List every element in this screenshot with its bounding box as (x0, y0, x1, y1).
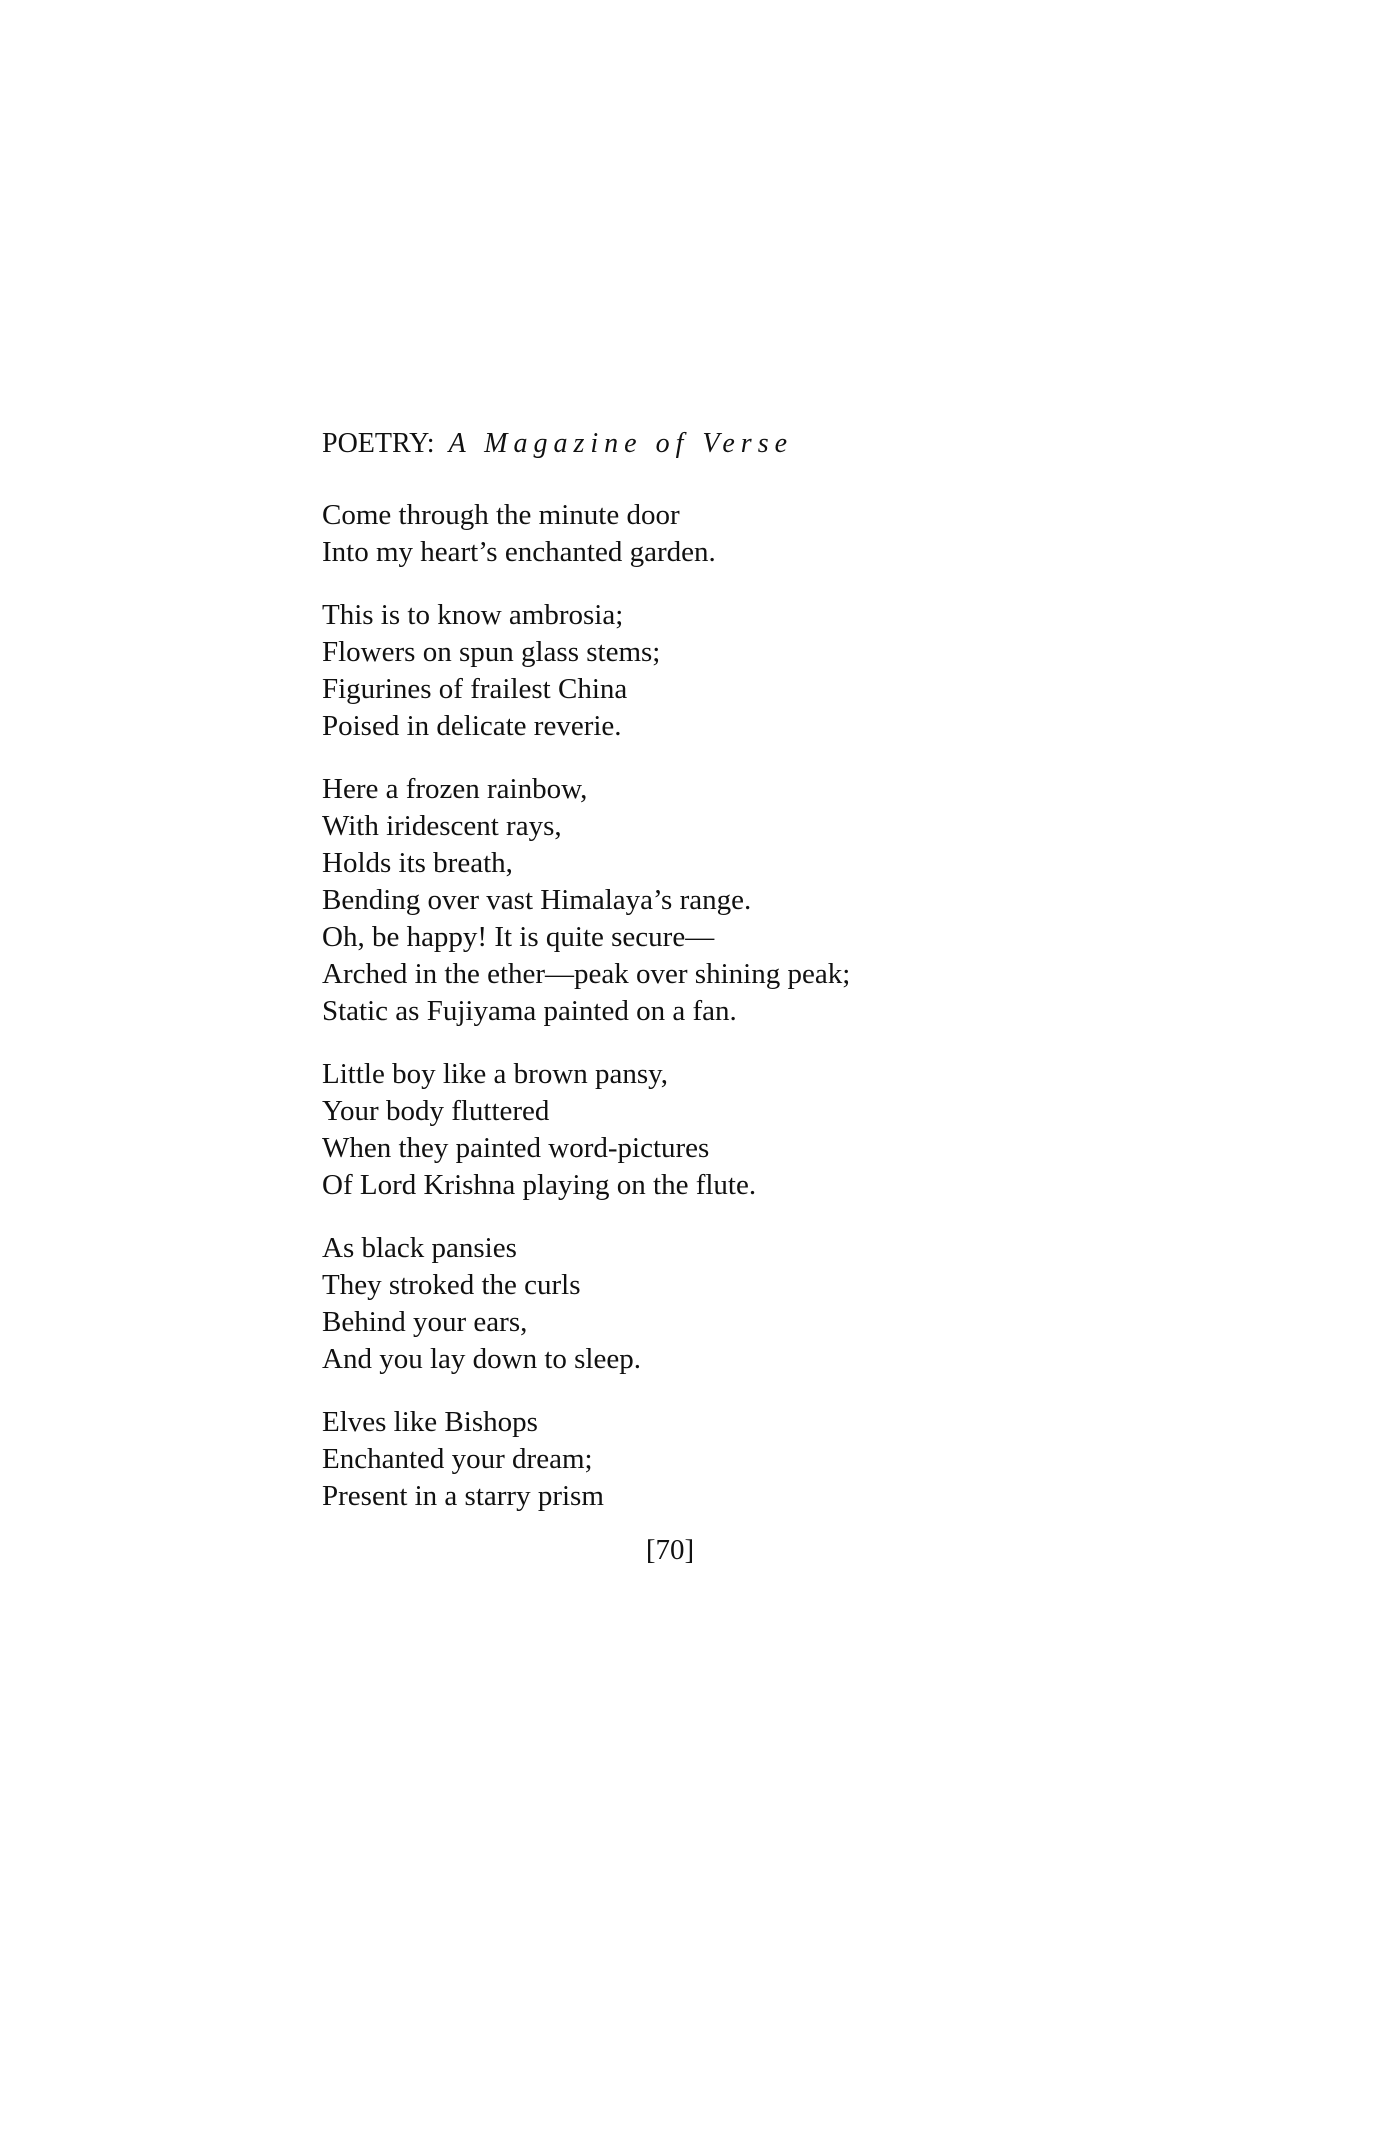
poem-line: Bending over vast Himalaya’s range. (322, 884, 752, 916)
stanza (322, 771, 850, 1030)
poem-line: Behind your ears, (322, 1306, 528, 1338)
poem-line: Elves like Bishops (322, 1406, 538, 1438)
poem-line: Present in a starry prism (322, 1480, 604, 1512)
poem-line: With iridescent rays, (322, 810, 562, 842)
poem-line: Poised in delicate reverie. (322, 710, 622, 742)
stanza (322, 1056, 850, 1204)
stanza (322, 497, 850, 571)
running-header (322, 425, 793, 462)
page-number: [70] (645, 1534, 695, 1566)
poem-line: Come through the minute door (322, 499, 680, 531)
poem-line: Static as Fujiyama painted on a fan. (322, 995, 737, 1027)
poem-body (322, 497, 850, 1541)
magazine-subtitle: A Magazine of Verse (448, 428, 794, 459)
poem-line: Holds its breath, (322, 847, 513, 879)
stanza (322, 597, 850, 745)
poem-line: Figurines of frailest China (322, 673, 628, 705)
poem-line: Your body fluttered (322, 1095, 550, 1127)
poem-line: Flowers on spun glass stems; (322, 636, 661, 668)
magazine-title: POETRY: (322, 428, 435, 459)
poem-line: As black pansies (322, 1232, 517, 1264)
poem-line: This is to know ambrosia; (322, 599, 624, 631)
poem-line: Of Lord Krishna playing on the flute. (322, 1169, 757, 1201)
poem-line: Into my heart’s enchanted garden. (322, 536, 716, 568)
poem-line: Arched in the ether—peak over shining peak; (322, 958, 851, 990)
poem-line: Little boy like a brown pansy, (322, 1058, 669, 1090)
poem-line: Oh, be happy! It is quite secure— (322, 921, 715, 953)
poem-line: They stroked the curls (322, 1269, 581, 1301)
stanza (322, 1230, 850, 1378)
stanza (322, 1404, 850, 1515)
poem-line: Enchanted your dream; (322, 1443, 593, 1475)
poem-line: Here a frozen rainbow, (322, 773, 588, 805)
poem-line: When they painted word-pictures (322, 1132, 710, 1164)
poem-line: And you lay down to sleep. (322, 1343, 641, 1375)
